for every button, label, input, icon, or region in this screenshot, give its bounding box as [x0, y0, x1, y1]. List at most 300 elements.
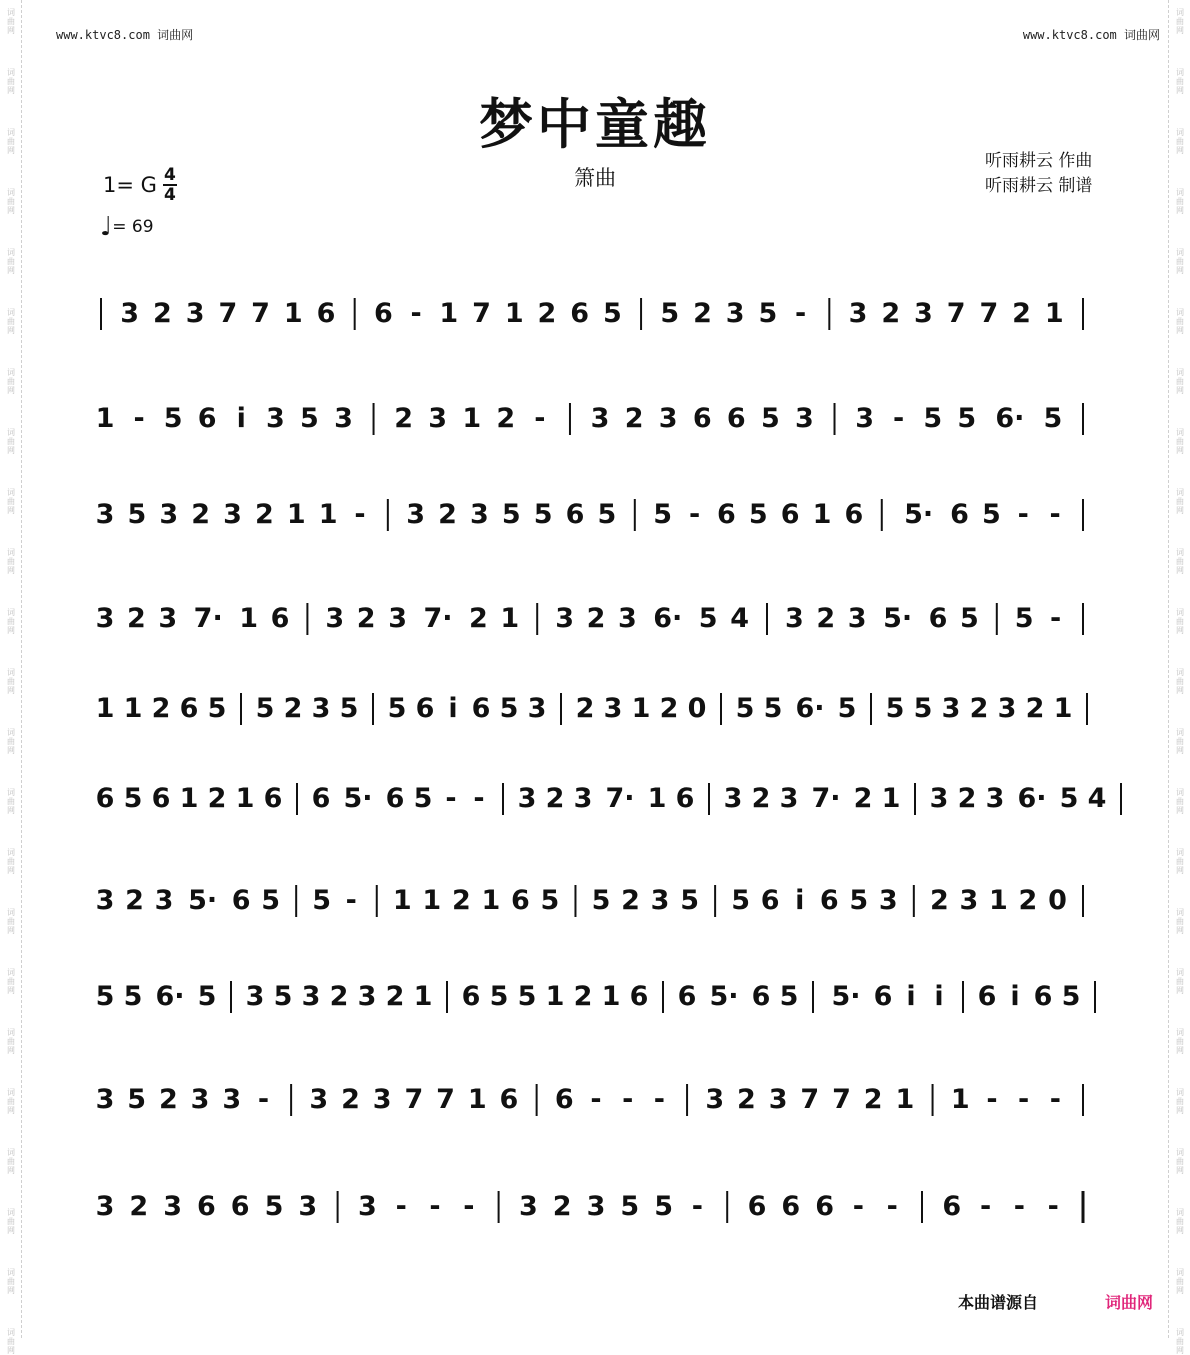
score-note: 2	[356, 603, 376, 634]
score-note: 6	[928, 603, 948, 634]
score-note: 1	[545, 981, 565, 1012]
edge-watermark-text: 词曲网	[1176, 1328, 1184, 1355]
score-note: 5	[591, 885, 611, 916]
score-note: 3	[929, 783, 949, 814]
sustain-dash: -	[653, 1084, 665, 1115]
score-note: 1	[895, 1084, 915, 1115]
edge-watermark-text: 词曲网	[7, 1028, 15, 1055]
score-note: 6	[554, 1084, 574, 1115]
score-note: 3	[590, 403, 610, 434]
edge-watermark-text: 词曲网	[7, 608, 15, 635]
score-note: 3	[573, 783, 593, 814]
score-note: 6·	[653, 603, 683, 634]
score-note: 3	[95, 885, 115, 916]
score-note: 1	[462, 403, 482, 434]
sustain-dash: -	[795, 298, 807, 329]
score-note: 3	[586, 1191, 606, 1222]
score-note: 2	[496, 403, 516, 434]
score-note: 2	[1025, 693, 1045, 724]
score-note: 3	[95, 1084, 115, 1115]
score-note: 5	[779, 981, 799, 1012]
sustain-dash: -	[429, 1191, 441, 1222]
edge-watermark-text: 词曲网	[1176, 1148, 1184, 1175]
score-note: 6	[499, 1084, 519, 1115]
edge-watermark-text: 词曲网	[1176, 728, 1184, 755]
score-note: 2	[451, 885, 471, 916]
score-note: 6	[844, 499, 864, 530]
score-note: i	[795, 885, 805, 916]
score-note: 1	[123, 693, 143, 724]
score-note: 7·	[423, 603, 453, 634]
score-note: 3	[223, 499, 242, 530]
score-note: 3	[158, 603, 178, 634]
score-note: 2	[881, 298, 901, 329]
score-note: 6	[747, 1191, 767, 1222]
score-note: 3	[517, 783, 537, 814]
score-note: 7	[251, 298, 270, 329]
score-note: 3	[997, 693, 1017, 724]
score-note: 3	[120, 298, 140, 329]
score-note: 7	[832, 1084, 851, 1115]
score-note: 1	[95, 403, 115, 434]
score-note: 5	[387, 693, 407, 724]
arranger-credit: 听雨耕云 制谱	[985, 176, 1093, 196]
score-note: i	[906, 981, 916, 1012]
score-note: 6	[471, 693, 491, 724]
sustain-dash: -	[534, 403, 546, 434]
score-note: 5	[95, 981, 115, 1012]
score-note: 2	[816, 603, 836, 634]
score-note: 2	[552, 1191, 572, 1222]
score-note: 2	[853, 783, 873, 814]
edge-watermark-text: 词曲网	[7, 68, 15, 95]
score-note: 5	[517, 981, 537, 1012]
score-note: 6	[373, 298, 393, 329]
edge-watermark-text: 词曲网	[7, 548, 15, 575]
score-note: 2	[341, 1084, 360, 1115]
score-note: 5	[207, 693, 227, 724]
score-note: 5	[653, 499, 673, 530]
score-note: 2	[929, 885, 949, 916]
edge-watermark-text: 词曲网	[1176, 668, 1184, 695]
score-note: 5	[885, 693, 905, 724]
sustain-dash: -	[410, 298, 422, 329]
score-note: 3	[298, 1191, 318, 1222]
score-note: 3	[705, 1084, 725, 1115]
score-note: 2	[158, 1084, 178, 1115]
edge-watermark-text: 词曲网	[1176, 488, 1184, 515]
score-note: 5	[597, 499, 617, 530]
edge-watermark-text: 词曲网	[1176, 1268, 1184, 1295]
score-note: 3	[154, 885, 174, 916]
score-note: 5	[273, 981, 293, 1012]
song-title: 梦中童趣	[479, 93, 711, 156]
score-note: 6	[629, 981, 649, 1012]
score-note: 2	[207, 783, 227, 814]
score-note: 6	[873, 981, 893, 1012]
score-note: 6	[780, 499, 800, 530]
score-note: 5	[760, 403, 780, 434]
score-note: 6	[675, 783, 695, 814]
score-note: 3	[190, 1084, 210, 1115]
sustain-dash: -	[345, 885, 357, 916]
quarter-note-icon: ♩	[100, 212, 113, 242]
score-note: 3	[959, 885, 979, 916]
score-note: 1	[95, 693, 115, 724]
score-note: 6	[151, 783, 171, 814]
score-note: 3	[301, 981, 321, 1012]
score-note: 3	[519, 1191, 538, 1222]
score-note: 6	[950, 499, 969, 530]
score-note: 5	[413, 783, 433, 814]
score-note: 6	[511, 885, 530, 916]
score-note: 2	[1018, 885, 1038, 916]
edge-watermark-text: 词曲网	[7, 1268, 15, 1295]
score-note: 3	[470, 499, 489, 530]
score-note: 2	[693, 298, 712, 329]
edge-watermark-text: 词曲网	[1176, 248, 1184, 275]
sustain-dash: -	[257, 1084, 270, 1115]
score-note: 6	[385, 783, 405, 814]
score-note: 2	[621, 885, 640, 916]
score-note: 6	[415, 693, 435, 724]
score-note: 1	[1053, 693, 1073, 724]
score-note: 3	[914, 298, 933, 329]
score-note: 6	[819, 885, 839, 916]
score-note: 3	[309, 1084, 329, 1115]
score-note: 5	[1061, 981, 1081, 1012]
edge-watermark-text: 词曲网	[7, 668, 15, 695]
score-note: 1	[481, 885, 501, 916]
score-note: 3	[725, 298, 745, 329]
tempo-value: = 69	[112, 217, 154, 237]
score-note: 4	[1087, 783, 1107, 814]
score-note: 5·	[831, 981, 861, 1012]
edge-watermark-text: 词曲网	[7, 308, 15, 335]
sustain-dash: -	[691, 1191, 704, 1222]
sustain-dash: -	[1049, 1084, 1061, 1115]
score-note: 1	[392, 885, 412, 916]
score-note: 3	[95, 1191, 115, 1222]
edge-watermark-text: 词曲网	[1176, 1088, 1184, 1115]
score-note: 6	[977, 981, 997, 1012]
score-note: 5	[1043, 403, 1063, 434]
score-note: 3	[527, 693, 547, 724]
score-note: 6	[781, 1191, 801, 1222]
score-note: 6	[751, 981, 771, 1012]
sustain-dash: -	[463, 1191, 475, 1222]
score-note: 6	[311, 783, 331, 814]
score-note: 0	[687, 693, 707, 724]
source-brand[interactable]: 词曲网	[1105, 1293, 1154, 1312]
score-note: 6	[197, 403, 217, 434]
score-note: 5	[123, 783, 143, 814]
score-note: 5·	[904, 499, 934, 530]
score-note: 1	[881, 783, 901, 814]
score-note: 2	[283, 693, 303, 724]
score-note: 2	[537, 298, 557, 329]
score-note: 3	[222, 1084, 242, 1115]
score-note: 3	[428, 403, 448, 434]
sustain-dash: -	[1018, 1084, 1030, 1115]
score-note: 2	[737, 1084, 756, 1115]
score-note: 5	[837, 693, 857, 724]
score-note: 1	[1044, 298, 1064, 329]
score-note: 2	[394, 403, 414, 434]
edge-watermark-text: 词曲网	[1176, 1028, 1184, 1055]
score-note: 5	[264, 1191, 284, 1222]
score-note: 5	[923, 403, 943, 434]
score-note: 5	[735, 693, 755, 724]
score-note: 1	[950, 1084, 970, 1115]
score-note: 6	[726, 403, 746, 434]
sustain-dash: -	[622, 1084, 634, 1115]
score-note: 1	[467, 1084, 487, 1115]
score-note: 3	[723, 783, 743, 814]
edge-watermark-text: 词曲网	[1176, 788, 1184, 815]
score-note: 5	[1014, 603, 1034, 634]
edge-watermark-text: 词曲网	[7, 848, 15, 875]
score-note: 2	[191, 499, 211, 530]
site-watermark-right: www.ktvc8.com 词曲网	[1022, 28, 1160, 42]
edge-watermark-text: 词曲网	[7, 1328, 15, 1355]
edge-watermark-text: 词曲网	[7, 428, 15, 455]
score-note: 5	[499, 693, 519, 724]
score-note: 6	[570, 298, 590, 329]
score-note: 6	[692, 403, 712, 434]
score-note: 6	[231, 885, 251, 916]
edge-watermark-text: 词曲网	[1176, 1208, 1184, 1235]
score-note: 7	[436, 1084, 455, 1115]
score-note: 7	[472, 298, 491, 329]
score-note: 6	[461, 981, 481, 1012]
score-note: 5	[957, 403, 977, 434]
score-note: 5	[620, 1191, 640, 1222]
edge-watermark-text: 词曲网	[7, 728, 15, 755]
score-note: 1	[179, 783, 199, 814]
score-note: 5	[758, 298, 778, 329]
score-note: 6	[1033, 981, 1053, 1012]
score-note: 3	[95, 499, 115, 530]
score-note: 1	[647, 783, 667, 814]
score-note: 5	[540, 885, 560, 916]
score-note: 5	[660, 298, 680, 329]
score-note: 7·	[605, 783, 635, 814]
edge-watermark-text: 词曲网	[1176, 8, 1184, 35]
score-note: 5	[680, 885, 699, 916]
score-note: 2	[624, 403, 644, 434]
score-note: 5	[255, 693, 275, 724]
edge-watermark-text: 词曲网	[7, 188, 15, 215]
score-note: 3	[855, 403, 874, 434]
score-note: 2	[129, 1191, 149, 1222]
score-note: 5	[501, 499, 521, 530]
edge-watermark-text: 词曲网	[7, 488, 15, 515]
edge-watermark-text: 词曲网	[7, 248, 15, 275]
score-note: 6	[760, 885, 780, 916]
score-note: 7	[404, 1084, 424, 1115]
score-note: 2	[254, 499, 274, 530]
score-note: 5	[913, 693, 933, 724]
score-note: 4	[730, 603, 749, 634]
score-note: 6·	[995, 403, 1025, 434]
score-note: 3	[618, 603, 637, 634]
edge-watermark-text: 词曲网	[1176, 188, 1184, 215]
score-note: 3	[372, 1084, 392, 1115]
edge-watermark-text: 词曲网	[7, 1088, 15, 1115]
sustain-dash: -	[986, 1084, 998, 1115]
score-note: i	[236, 403, 246, 434]
score-note: 5	[960, 603, 979, 634]
score-note: 7	[979, 298, 999, 329]
score-note: 3	[163, 1191, 182, 1222]
score-note: 3	[265, 403, 285, 434]
score-note: 5	[731, 885, 751, 916]
score-note: i	[448, 693, 458, 724]
sustain-dash: -	[133, 403, 145, 434]
score-note: 1	[286, 499, 306, 530]
score-note: 1	[318, 499, 338, 530]
edge-watermark-text: 词曲网	[1176, 368, 1184, 395]
time-beats: 4	[163, 165, 176, 185]
score-note: 5	[489, 981, 509, 1012]
score-note: 3	[985, 783, 1005, 814]
score-note: 5	[981, 499, 1001, 530]
score-note: 7	[800, 1084, 820, 1115]
edge-watermark-text: 词曲网	[1176, 908, 1184, 935]
sustain-dash: -	[979, 1191, 992, 1222]
score-note: 5	[339, 693, 359, 724]
score-note: 3	[185, 298, 205, 329]
score-note: 5	[602, 298, 622, 329]
score-note: 7·	[811, 783, 841, 814]
edge-watermark-text: 词曲网	[1176, 848, 1184, 875]
score-note: 2	[151, 693, 171, 724]
score-note: 6	[230, 1191, 250, 1222]
score-note: 1	[500, 603, 520, 634]
score-note: 3	[941, 693, 961, 724]
score-note: 3	[325, 603, 345, 634]
score-note: 1	[439, 298, 459, 329]
score-note: 3	[603, 693, 623, 724]
score-note: 3	[311, 693, 331, 724]
score-note: 3	[358, 1191, 377, 1222]
sustain-dash: -	[1047, 1191, 1059, 1222]
sustain-dash: -	[354, 499, 366, 530]
score-note: 5	[849, 885, 869, 916]
score-note: 3	[847, 603, 867, 634]
score-note: 3	[334, 403, 353, 434]
score-note: 2	[863, 1084, 883, 1115]
score-note: 2	[1012, 298, 1031, 329]
score-note: 6	[179, 693, 199, 724]
score-note: 5	[312, 885, 332, 916]
score-note: 5·	[188, 885, 218, 916]
score-note: 1	[504, 298, 524, 329]
edge-watermark-text: 词曲网	[7, 1208, 15, 1235]
score-note: 3	[95, 603, 115, 634]
score-note: 5	[197, 981, 217, 1012]
score-note: 3	[159, 499, 179, 530]
edge-watermark-text: 词曲网	[1176, 68, 1184, 95]
score-note: 3	[650, 885, 670, 916]
score-note: 7	[218, 298, 238, 329]
score-note: 2	[385, 981, 405, 1012]
sustain-dash: -	[1049, 603, 1062, 634]
edge-watermark-text: 词曲网	[1176, 308, 1184, 335]
score-note: 5	[127, 1084, 147, 1115]
score-note: 3	[555, 603, 574, 634]
score-note: 5	[300, 403, 319, 434]
score-note: 5	[123, 981, 143, 1012]
score-note: 3	[768, 1084, 788, 1115]
score-note: 2	[469, 603, 488, 634]
score-note: 6·	[155, 981, 185, 1012]
score-note: 6·	[795, 693, 825, 724]
score-note: 3	[779, 783, 799, 814]
edge-watermark-text: 词曲网	[1176, 128, 1184, 155]
edge-watermark-text: 词曲网	[1176, 428, 1184, 455]
score-note: 2	[127, 603, 146, 634]
score-note: 5·	[343, 783, 373, 814]
score-note: 0	[1048, 885, 1067, 916]
score-note: 1	[239, 603, 258, 634]
score-note: 5·	[709, 981, 739, 1012]
score-note: 7	[946, 298, 966, 329]
site-watermark-left: www.ktvc8.com 词曲网	[56, 28, 194, 42]
score-note: 5	[698, 603, 718, 634]
edge-watermark-text: 词曲网	[7, 1148, 15, 1175]
score-note: 5	[163, 403, 183, 434]
edge-watermark-text: 词曲网	[7, 788, 15, 815]
score-note: 1	[989, 885, 1008, 916]
score-note: 2	[969, 693, 989, 724]
score-note: 5	[763, 693, 783, 724]
score-note: 1	[413, 981, 433, 1012]
sustain-dash: -	[1049, 499, 1061, 530]
sustain-dash: -	[1017, 499, 1029, 530]
score-note: 6	[942, 1191, 962, 1222]
time-beat-unit: 4	[163, 185, 176, 205]
score-note: 5	[1059, 783, 1079, 814]
sustain-dash: -	[893, 403, 905, 434]
score-note: 3	[406, 499, 426, 530]
score-note: 3	[357, 981, 377, 1012]
score-note: 1	[283, 298, 303, 329]
score-note: 2	[545, 783, 565, 814]
edge-watermark-text: 词曲网	[1176, 608, 1184, 635]
score-note: 6	[263, 783, 283, 814]
score-note: 3	[658, 403, 678, 434]
score-note: 3	[388, 603, 407, 634]
score-note: 2	[586, 603, 606, 634]
sustain-dash: -	[473, 783, 485, 814]
score-note: 2	[573, 981, 593, 1012]
edge-watermark-text: 词曲网	[1176, 968, 1184, 995]
score-note: 5	[533, 499, 553, 530]
score-note: 2	[329, 981, 349, 1012]
edge-watermark-text: 词曲网	[7, 8, 15, 35]
sustain-dash: -	[395, 1191, 407, 1222]
score-note: 2	[153, 298, 172, 329]
key-label: 1= G	[103, 173, 157, 197]
score-note: 3	[245, 981, 265, 1012]
score-note: 7·	[193, 603, 223, 634]
score-note: 2	[751, 783, 771, 814]
sustain-dash: -	[886, 1191, 898, 1222]
edge-watermark-text: 词曲网	[7, 968, 15, 995]
score-note: 1	[422, 885, 442, 916]
